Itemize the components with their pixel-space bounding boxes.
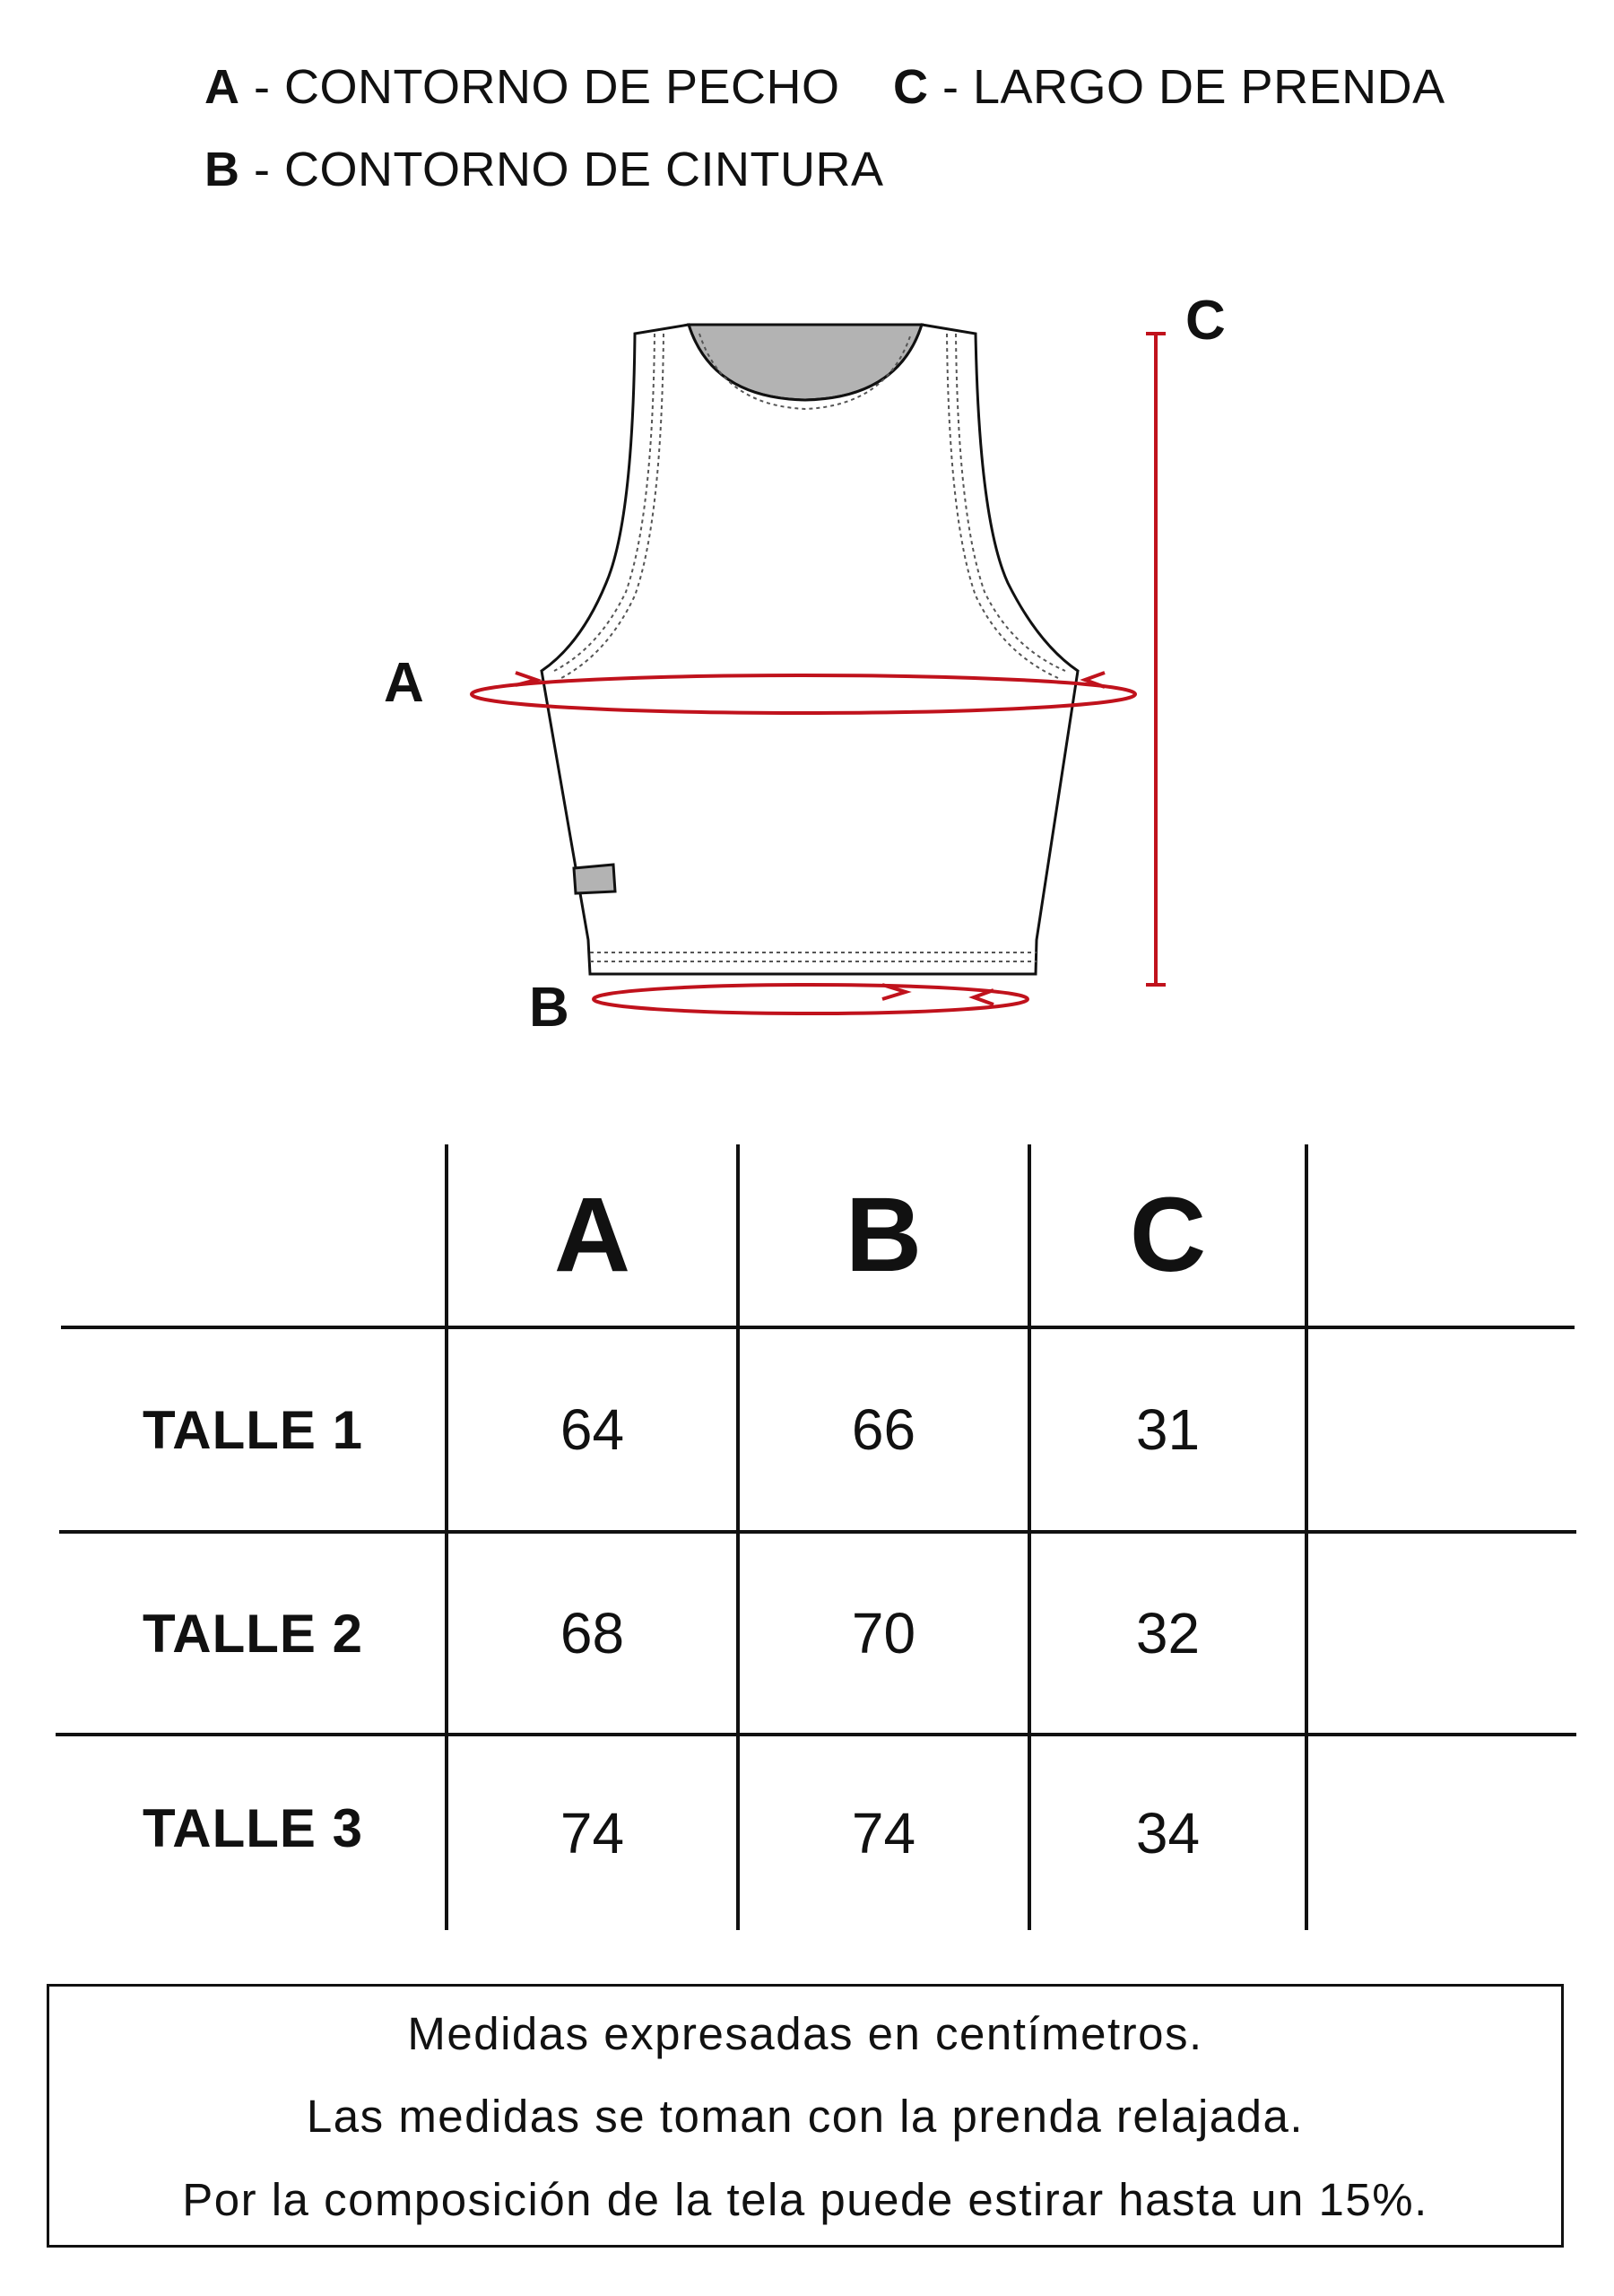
notes-box [47, 1984, 1564, 2248]
row-header-talle-3: TALLE 3 [143, 1797, 363, 1858]
legend-a-letter: A [204, 60, 240, 114]
diagram-label-a: A [384, 652, 424, 714]
cell-talle-1-b: 66 [851, 1397, 916, 1462]
diagram-label-c: C [1185, 290, 1226, 352]
row-header-talle-2: TALLE 2 [143, 1603, 363, 1664]
cell-talle-1-a: 64 [560, 1397, 625, 1462]
cell-talle-3-c: 34 [1135, 1801, 1201, 1866]
cell-talle-2-a: 68 [560, 1601, 625, 1665]
diagram-label-b: B [529, 977, 569, 1039]
legend-c-text: - LARGO DE PRENDA [928, 60, 1445, 114]
cell-talle-3-a: 74 [560, 1801, 625, 1866]
note-line-3: Por la composición de la tela puede estirar hasta un 15%. [182, 2174, 1428, 2226]
label-tag [574, 865, 615, 893]
column-header-a: A [553, 1176, 631, 1294]
cell-talle-2-c: 32 [1135, 1601, 1201, 1665]
column-header-c: C [1129, 1176, 1207, 1294]
legend-a-text: - CONTORNO DE PECHO [239, 60, 840, 114]
row-header-talle-1: TALLE 1 [143, 1399, 363, 1460]
cell-talle-1-c: 31 [1135, 1397, 1201, 1462]
column-header-b: B [845, 1176, 923, 1294]
note-line-1: Medidas expresadas en centímetros. [407, 2007, 1203, 2059]
cell-talle-2-b: 70 [851, 1601, 916, 1665]
note-line-2: Las medidas se toman con la prenda relajada. [306, 2091, 1305, 2143]
garment-diagram [0, 0, 1614, 1076]
cell-talle-3-b: 74 [851, 1801, 916, 1866]
measure-b-arrow-left [974, 990, 994, 1004]
measure-b-ellipse [594, 985, 1028, 1013]
legend-b-text: - CONTORNO DE CINTURA [239, 143, 884, 196]
garment-body [542, 325, 1078, 974]
legend-b-letter: B [204, 143, 240, 196]
table-divider-v4 [1305, 1144, 1308, 1930]
legend-c-letter: C [893, 60, 929, 114]
